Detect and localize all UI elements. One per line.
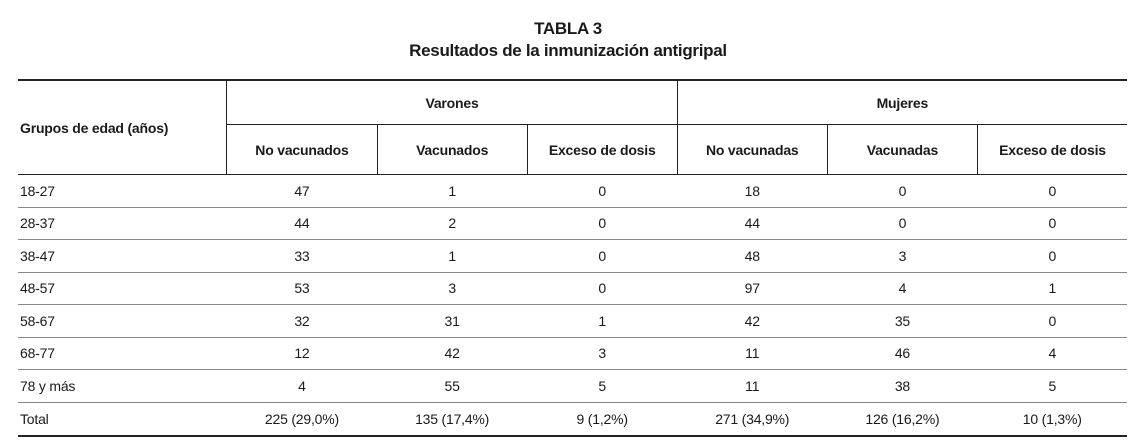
age-group-cell: 38-47 — [18, 240, 227, 273]
value-cell: 42 — [677, 305, 827, 338]
value-cell: 3 — [377, 272, 527, 305]
value-cell: 44 — [677, 207, 827, 240]
total-value-cell: 10 (1,3%) — [978, 402, 1127, 436]
value-cell: 53 — [227, 272, 377, 305]
table-row — [18, 175, 1127, 208]
age-group-cell: 18-27 — [18, 175, 227, 208]
total-value-cell: 135 (17,4%) — [377, 402, 527, 436]
value-cell: 0 — [827, 207, 977, 240]
value-cell: 12 — [227, 337, 377, 370]
table-row — [18, 240, 1127, 273]
value-cell: 0 — [527, 272, 677, 305]
total-value-cell: 126 (16,2%) — [827, 402, 977, 436]
column-header: Exceso de dosis — [978, 125, 1127, 175]
table-row — [18, 272, 1127, 305]
value-cell: 38 — [827, 370, 977, 403]
value-cell: 4 — [227, 370, 377, 403]
group-header-mujeres: Mujeres — [677, 80, 1127, 125]
row-label-header: Grupos de edad (años) — [18, 80, 227, 175]
table-title: Resultados de la inmunización antigripal — [409, 41, 727, 60]
value-cell: 31 — [377, 305, 527, 338]
value-cell: 0 — [978, 175, 1127, 208]
age-group-cell: 48-57 — [18, 272, 227, 305]
value-cell: 18 — [677, 175, 827, 208]
total-value-cell: 9 (1,2%) — [527, 402, 677, 436]
value-cell: 0 — [527, 207, 677, 240]
value-cell: 33 — [227, 240, 377, 273]
group-header-varones: Varones — [227, 80, 677, 125]
value-cell: 0 — [978, 305, 1127, 338]
value-cell: 97 — [677, 272, 827, 305]
immunization-table — [18, 79, 1127, 437]
value-cell: 4 — [978, 337, 1127, 370]
value-cell: 32 — [227, 305, 377, 338]
total-value-cell: 271 (34,9%) — [677, 402, 827, 436]
value-cell: 11 — [677, 370, 827, 403]
value-cell: 5 — [978, 370, 1127, 403]
value-cell: 1 — [377, 175, 527, 208]
total-label-cell: Total — [18, 402, 227, 436]
value-cell: 2 — [377, 207, 527, 240]
value-cell: 3 — [827, 240, 977, 273]
value-cell: 4 — [827, 272, 977, 305]
column-header: Exceso de dosis — [527, 125, 677, 175]
value-cell: 0 — [978, 240, 1127, 273]
value-cell: 1 — [527, 305, 677, 338]
table-row — [18, 207, 1127, 240]
value-cell: 0 — [527, 240, 677, 273]
age-group-cell: 78 y más — [18, 370, 227, 403]
value-cell: 3 — [527, 337, 677, 370]
column-header: Vacunadas — [827, 125, 977, 175]
column-header: Vacunados — [377, 125, 527, 175]
age-group-cell: 28-37 — [18, 207, 227, 240]
value-cell: 11 — [677, 337, 827, 370]
column-header: No vacunadas — [677, 125, 827, 175]
value-cell: 1 — [978, 272, 1127, 305]
table-row — [18, 370, 1127, 403]
value-cell: 35 — [827, 305, 977, 338]
table-number: TABLA 3 — [534, 19, 602, 38]
table-row — [18, 305, 1127, 338]
total-value-cell: 225 (29,0%) — [227, 402, 377, 436]
age-group-cell: 68-77 — [18, 337, 227, 370]
value-cell: 55 — [377, 370, 527, 403]
total-row — [18, 402, 1127, 436]
table-body — [18, 175, 1127, 436]
value-cell: 47 — [227, 175, 377, 208]
age-group-cell: 58-67 — [18, 305, 227, 338]
column-header: No vacunados — [227, 125, 377, 175]
value-cell: 1 — [377, 240, 527, 273]
value-cell: 0 — [978, 207, 1127, 240]
table-caption — [0, 0, 1136, 62]
table-row — [18, 337, 1127, 370]
value-cell: 48 — [677, 240, 827, 273]
value-cell: 42 — [377, 337, 527, 370]
value-cell: 5 — [527, 370, 677, 403]
value-cell: 0 — [527, 175, 677, 208]
value-cell: 0 — [827, 175, 977, 208]
value-cell: 44 — [227, 207, 377, 240]
value-cell: 46 — [827, 337, 977, 370]
